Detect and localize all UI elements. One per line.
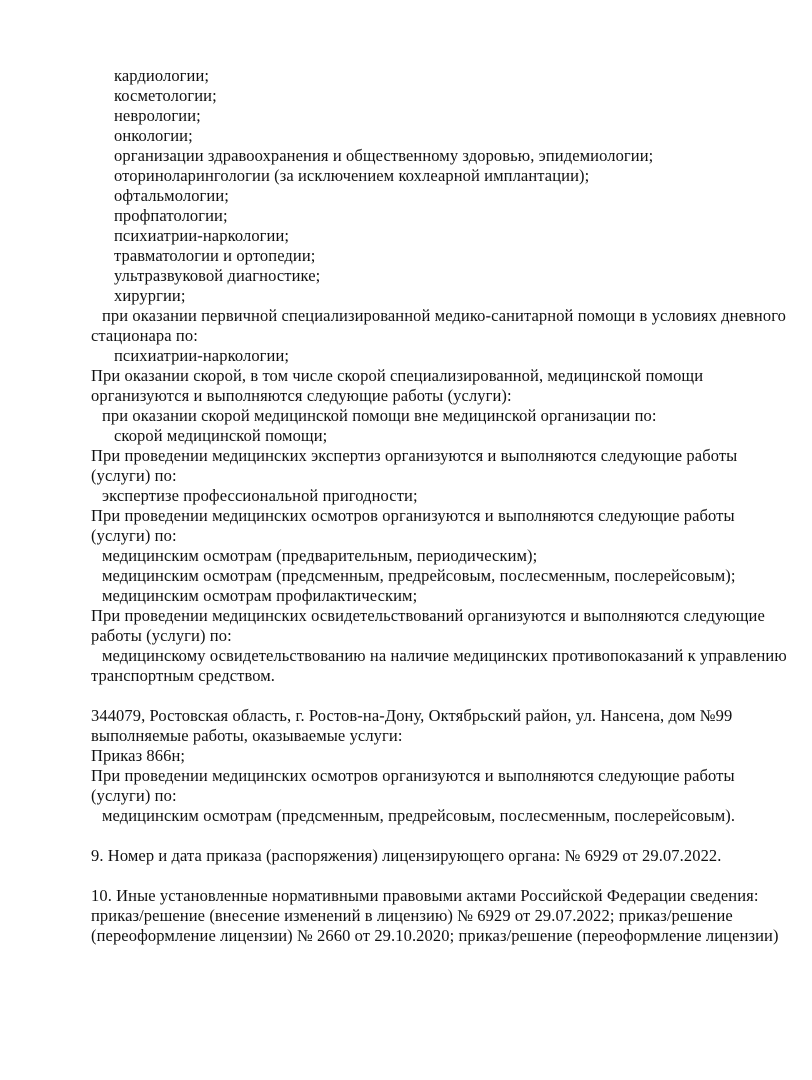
text-line: При проведении медицинских осмотров организуются и выполняются следующие работы [91, 766, 735, 785]
text-line: медицинским осмотрам (предсменным, предрейсовым, послесменным, послерейсовым). [102, 806, 736, 825]
text-line: профпатологии; [114, 206, 228, 225]
text-line: стационара по: [91, 326, 198, 345]
blank-line [91, 686, 786, 706]
text-line: (услуги) по: [91, 466, 177, 485]
text-line: (услуги) по: [91, 526, 177, 545]
text-line: организации здравоохранения и общественному здоровью, эпидемиологии; [114, 146, 654, 165]
text-line: онкологии; [114, 126, 193, 145]
text-line: (услуги) по: [91, 786, 177, 805]
text-line: ультразвуковой диагностике; [114, 266, 321, 285]
text-line: организуются и выполняются следующие работы (услуги): [91, 386, 512, 405]
text-line: офтальмологии; [114, 186, 229, 205]
text-line: работы (услуги) по: [91, 626, 232, 645]
blank-line [91, 826, 786, 846]
text-line: транспортным средством. [91, 666, 276, 685]
text-line: выполняемые работы, оказываемые услуги: [91, 726, 403, 745]
text-line: 10. Иные установленные нормативными правовыми актами Российской Федерации сведения: [91, 886, 759, 905]
text-line: приказ/решение (внесение изменений в лицензию) № 6929 от 29.07.2022; приказ/решение [91, 906, 733, 925]
text-line: косметологии; [114, 86, 217, 105]
text-line: Приказ 866н; [91, 746, 186, 765]
text-line: хирургии; [114, 286, 186, 305]
text-line: психиатрии-наркологии; [114, 346, 290, 365]
text-line: При оказании скорой, в том числе скорой специализированной, медицинской помощи [91, 366, 704, 385]
document-text [91, 66, 786, 946]
text-line: медицинским осмотрам (предсменным, предрейсовым, послесменным, послерейсовым); [102, 566, 736, 585]
text-line: скорой медицинской помощи; [114, 426, 328, 445]
text-line: травматологии и ортопедии; [114, 246, 316, 265]
text-line: психиатрии-наркологии; [114, 226, 290, 245]
text-line: кардиологии; [114, 66, 210, 85]
text-line: При проведении медицинских экспертиз организуются и выполняются следующие работы [91, 446, 738, 465]
text-line: неврологии; [114, 106, 201, 125]
text-line: 9. Номер и дата приказа (распоряжения) лицензирующего органа: № 6929 от 29.07.2022. [91, 846, 722, 865]
text-line: медицинским осмотрам (предварительным, периодическим); [102, 546, 538, 565]
text-line: При проведении медицинских осмотров организуются и выполняются следующие работы [91, 506, 735, 525]
text-line: оториноларингологии (за исключением кохлеарной имплантации); [114, 166, 590, 185]
blank-line [91, 866, 786, 886]
text-line: (переоформление лицензии) № 2660 от 29.10.2020; приказ/решение (переоформление лицензии) [91, 926, 779, 945]
text-line: при оказании скорой медицинской помощи вне медицинской организации по: [102, 406, 657, 425]
text-line: медицинским осмотрам профилактическим; [102, 586, 418, 605]
text-line: При проведении медицинских освидетельствований организуются и выполняются следующие [91, 606, 765, 625]
text-line: 344079, Ростовская область, г. Ростов-на-Дону, Октябрьский район, ул. Нансена, дом №99 [91, 706, 733, 725]
text-line: медицинскому освидетельствованию на наличие медицинских противопоказаний к управлению [102, 646, 787, 665]
text-line: при оказании первичной специализированной медико-санитарной помощи в условиях дневного [102, 306, 786, 325]
text-line: экспертизе профессиональной пригодности; [102, 486, 418, 505]
